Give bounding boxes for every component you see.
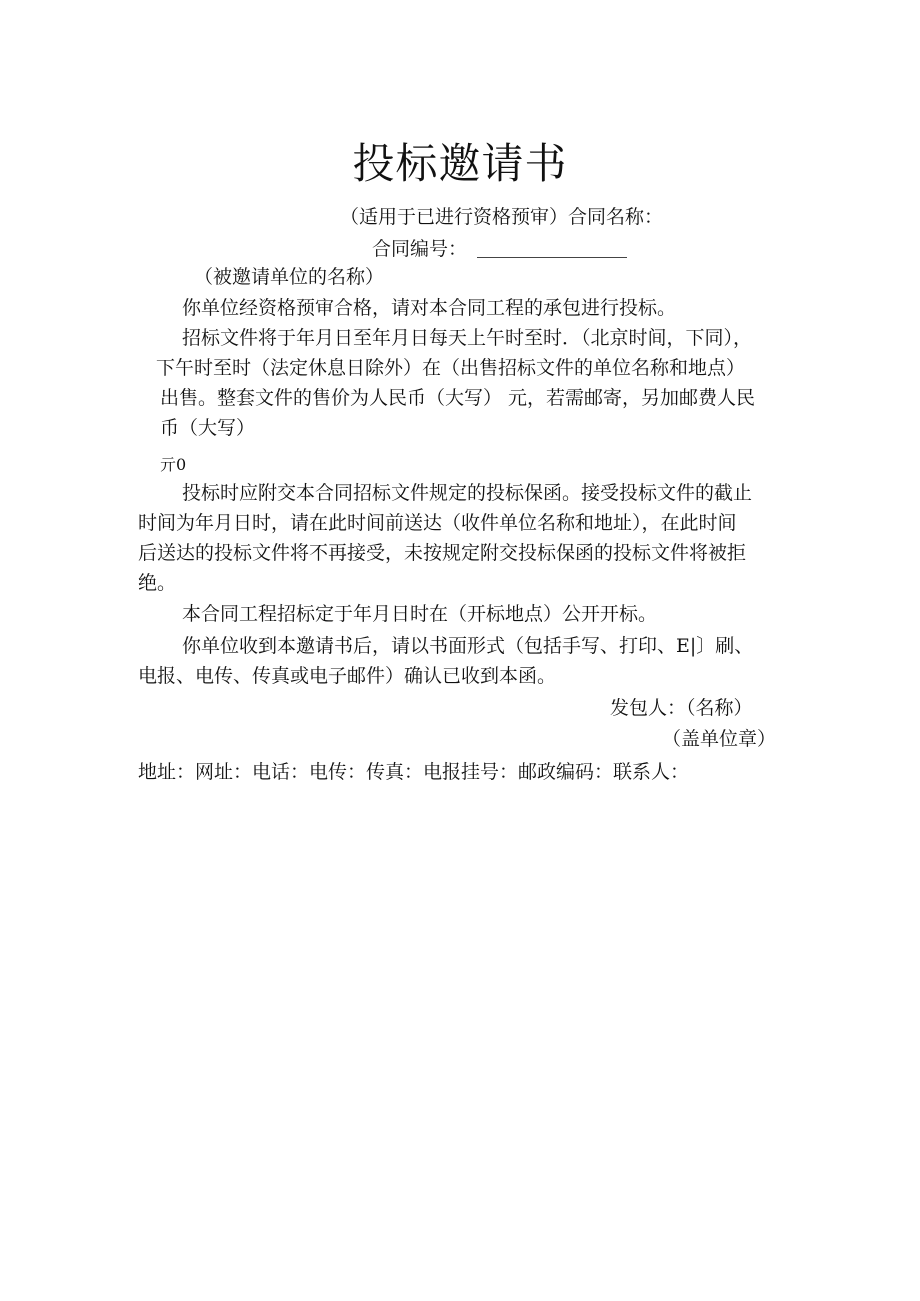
sender-name: 发包人：（名称） (610, 697, 753, 719)
paragraph-bid-bond-line-4: 绝。 (138, 572, 177, 594)
contract-number-blank (477, 243, 627, 258)
contract-number-label: 合同编号： (372, 238, 468, 260)
paragraph-sale-line-2: 下午时至时（法定休息日除外）在（出售招标文件的单位名称和地点） (156, 357, 746, 379)
paragraph-bid-bond-line-3: 后送达的投标文件将不再接受，未按规定附交投标保函的投标文件将被拒 (138, 542, 747, 564)
seal-note: （盖单位章） (662, 728, 777, 750)
paragraph-sale-line-5: 亓0 (160, 455, 187, 474)
paragraph-confirmation-line-1: 你单位收到本邀请书后，请以书面形式（包括手写、打印、E|〕刷、 (182, 635, 754, 657)
subtitle: （适用于已进行资格预审）合同名称： (340, 206, 664, 228)
contact-info-line: 地址：网址：电话：电传：传真：电报挂号：邮政编码：联系人： (138, 761, 690, 783)
paragraph-sale-line-4: 币（大写） (160, 417, 256, 439)
paragraph-confirmation-line-2: 电报、电传、传真或电子邮件）确认已收到本函。 (138, 665, 557, 687)
document-title: 投标邀请书 (352, 139, 568, 188)
paragraph-sale-line-3: 出售。整套文件的售价为人民币（大写） 元，若需邮寄，另加邮费人民 (160, 387, 756, 409)
contract-number-row (372, 237, 627, 261)
paragraph-bid-bond-line-2: 时间为年月日时，请在此时间前送达（收件单位名称和地址），在此时间 (138, 512, 737, 534)
paragraph-bid-bond-line-1: 投标时应附交本合同招标文件规定的投标保函。接受投标文件的截止 (182, 482, 753, 504)
paragraph-qualification: 你单位经资格预审合格，请对本合同工程的承包进行投标。 (182, 297, 677, 319)
paragraph-sale-line-1: 招标文件将于年月日至年月日每天上午时至时．（北京时间，下同）， (182, 327, 753, 349)
paragraph-bid-opening: 本合同工程招标定于年月日时在（开标地点）公开开标。 (182, 603, 658, 625)
invitee-name: （被邀请单位的名称） (194, 266, 385, 288)
